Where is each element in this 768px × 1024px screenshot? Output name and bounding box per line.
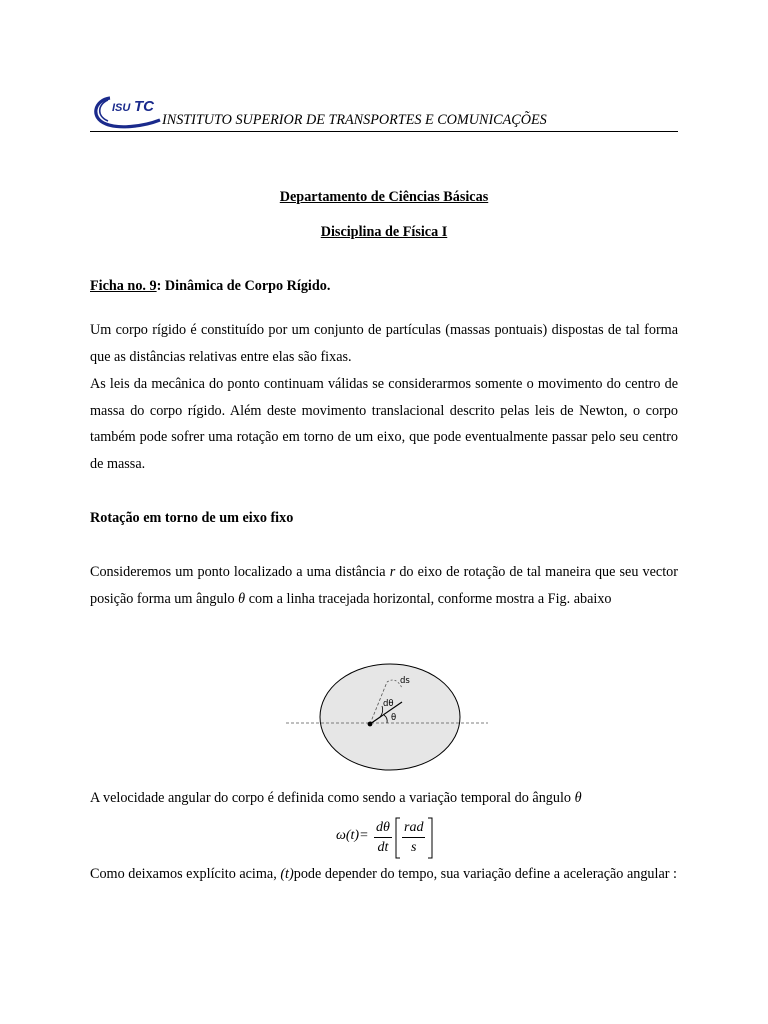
p3-text-a: Consideremos um ponto localizado a uma distância: [90, 564, 390, 580]
department-title: [90, 189, 678, 206]
department-text: Departamento de Ciências Básicas: [279, 189, 489, 205]
equation-lhs: ω(t)=: [336, 828, 369, 843]
fraction-numerator: dθ: [374, 819, 392, 838]
p4-text: A velocidade angular do corpo é definida como sendo a variação temporal do ângulo: [90, 790, 575, 806]
unit-numerator: rad: [402, 819, 425, 838]
variable-t: (t): [280, 866, 294, 882]
paragraph-1: Um corpo rígido é constituído por um conjunto de partículas (massas pontuais) dispostas de tal forma que as distâncias relativas entre elas são fixas.: [90, 322, 678, 365]
worksheet-heading: [90, 278, 330, 295]
label-ds: ds: [400, 676, 410, 686]
unit-denominator: s: [411, 840, 417, 855]
rotation-figure: [284, 662, 490, 772]
label-dtheta: dθ: [383, 699, 394, 709]
fraction-denominator: dt: [377, 840, 389, 855]
p3-text-c: com a linha tracejada horizontal, conforme mostra a Fig. abaixo: [245, 590, 612, 607]
p5-text-a: Como deixamos explícito acima,: [90, 866, 281, 882]
left-bracket: [394, 817, 402, 859]
variable-r: r: [389, 564, 396, 580]
paragraph-3: [90, 559, 678, 612]
paragraph-5: [90, 860, 678, 888]
label-theta: θ: [391, 713, 397, 723]
rigid-body-ellipse: [320, 664, 460, 770]
axis-point: [368, 722, 373, 727]
variable-theta: θ: [238, 590, 246, 607]
paragraph-2: As leis da mecânica do ponto continuam válidas se considerarmos somente o movimento do centro de massa do corpo rígido. Além deste movimento translacional descrito pelas leis de Newton, o corpo também pode sofrer uma rotação em torno de um eixo, que pode eventualmente passar pelo seu centro de massa.: [90, 376, 678, 472]
variable-theta-2: θ: [574, 790, 582, 806]
fraction-dtheta-dt: [374, 819, 392, 858]
fraction-unit: [402, 819, 425, 858]
worksheet-label: Ficha no. 9: [90, 278, 157, 294]
worksheet-title: : Dinâmica de Corpo Rígido.: [156, 278, 331, 294]
discipline-title: [90, 224, 678, 241]
discipline-text: Disciplina de Física I: [320, 224, 448, 240]
isutc-logo: [90, 94, 164, 130]
section-title: Rotação em torno de um eixo fixo: [90, 510, 294, 526]
svg-text:TC: TC: [134, 98, 154, 115]
paragraph-4: [90, 790, 582, 807]
svg-text:ISU: ISU: [112, 102, 131, 114]
institution-name: INSTITUTO SUPERIOR DE TRANSPORTES E COMUNICAÇÕES: [162, 112, 547, 128]
p3-text-b: do eixo de rotação de tal maneira que seu vector posição forma um ângulo: [90, 564, 678, 607]
angular-velocity-equation: [336, 817, 456, 859]
header-rule: [90, 131, 678, 132]
p5-text-b: pode depender do tempo, sua variação define a aceleração angular :: [293, 866, 677, 882]
right-bracket: [426, 817, 434, 859]
